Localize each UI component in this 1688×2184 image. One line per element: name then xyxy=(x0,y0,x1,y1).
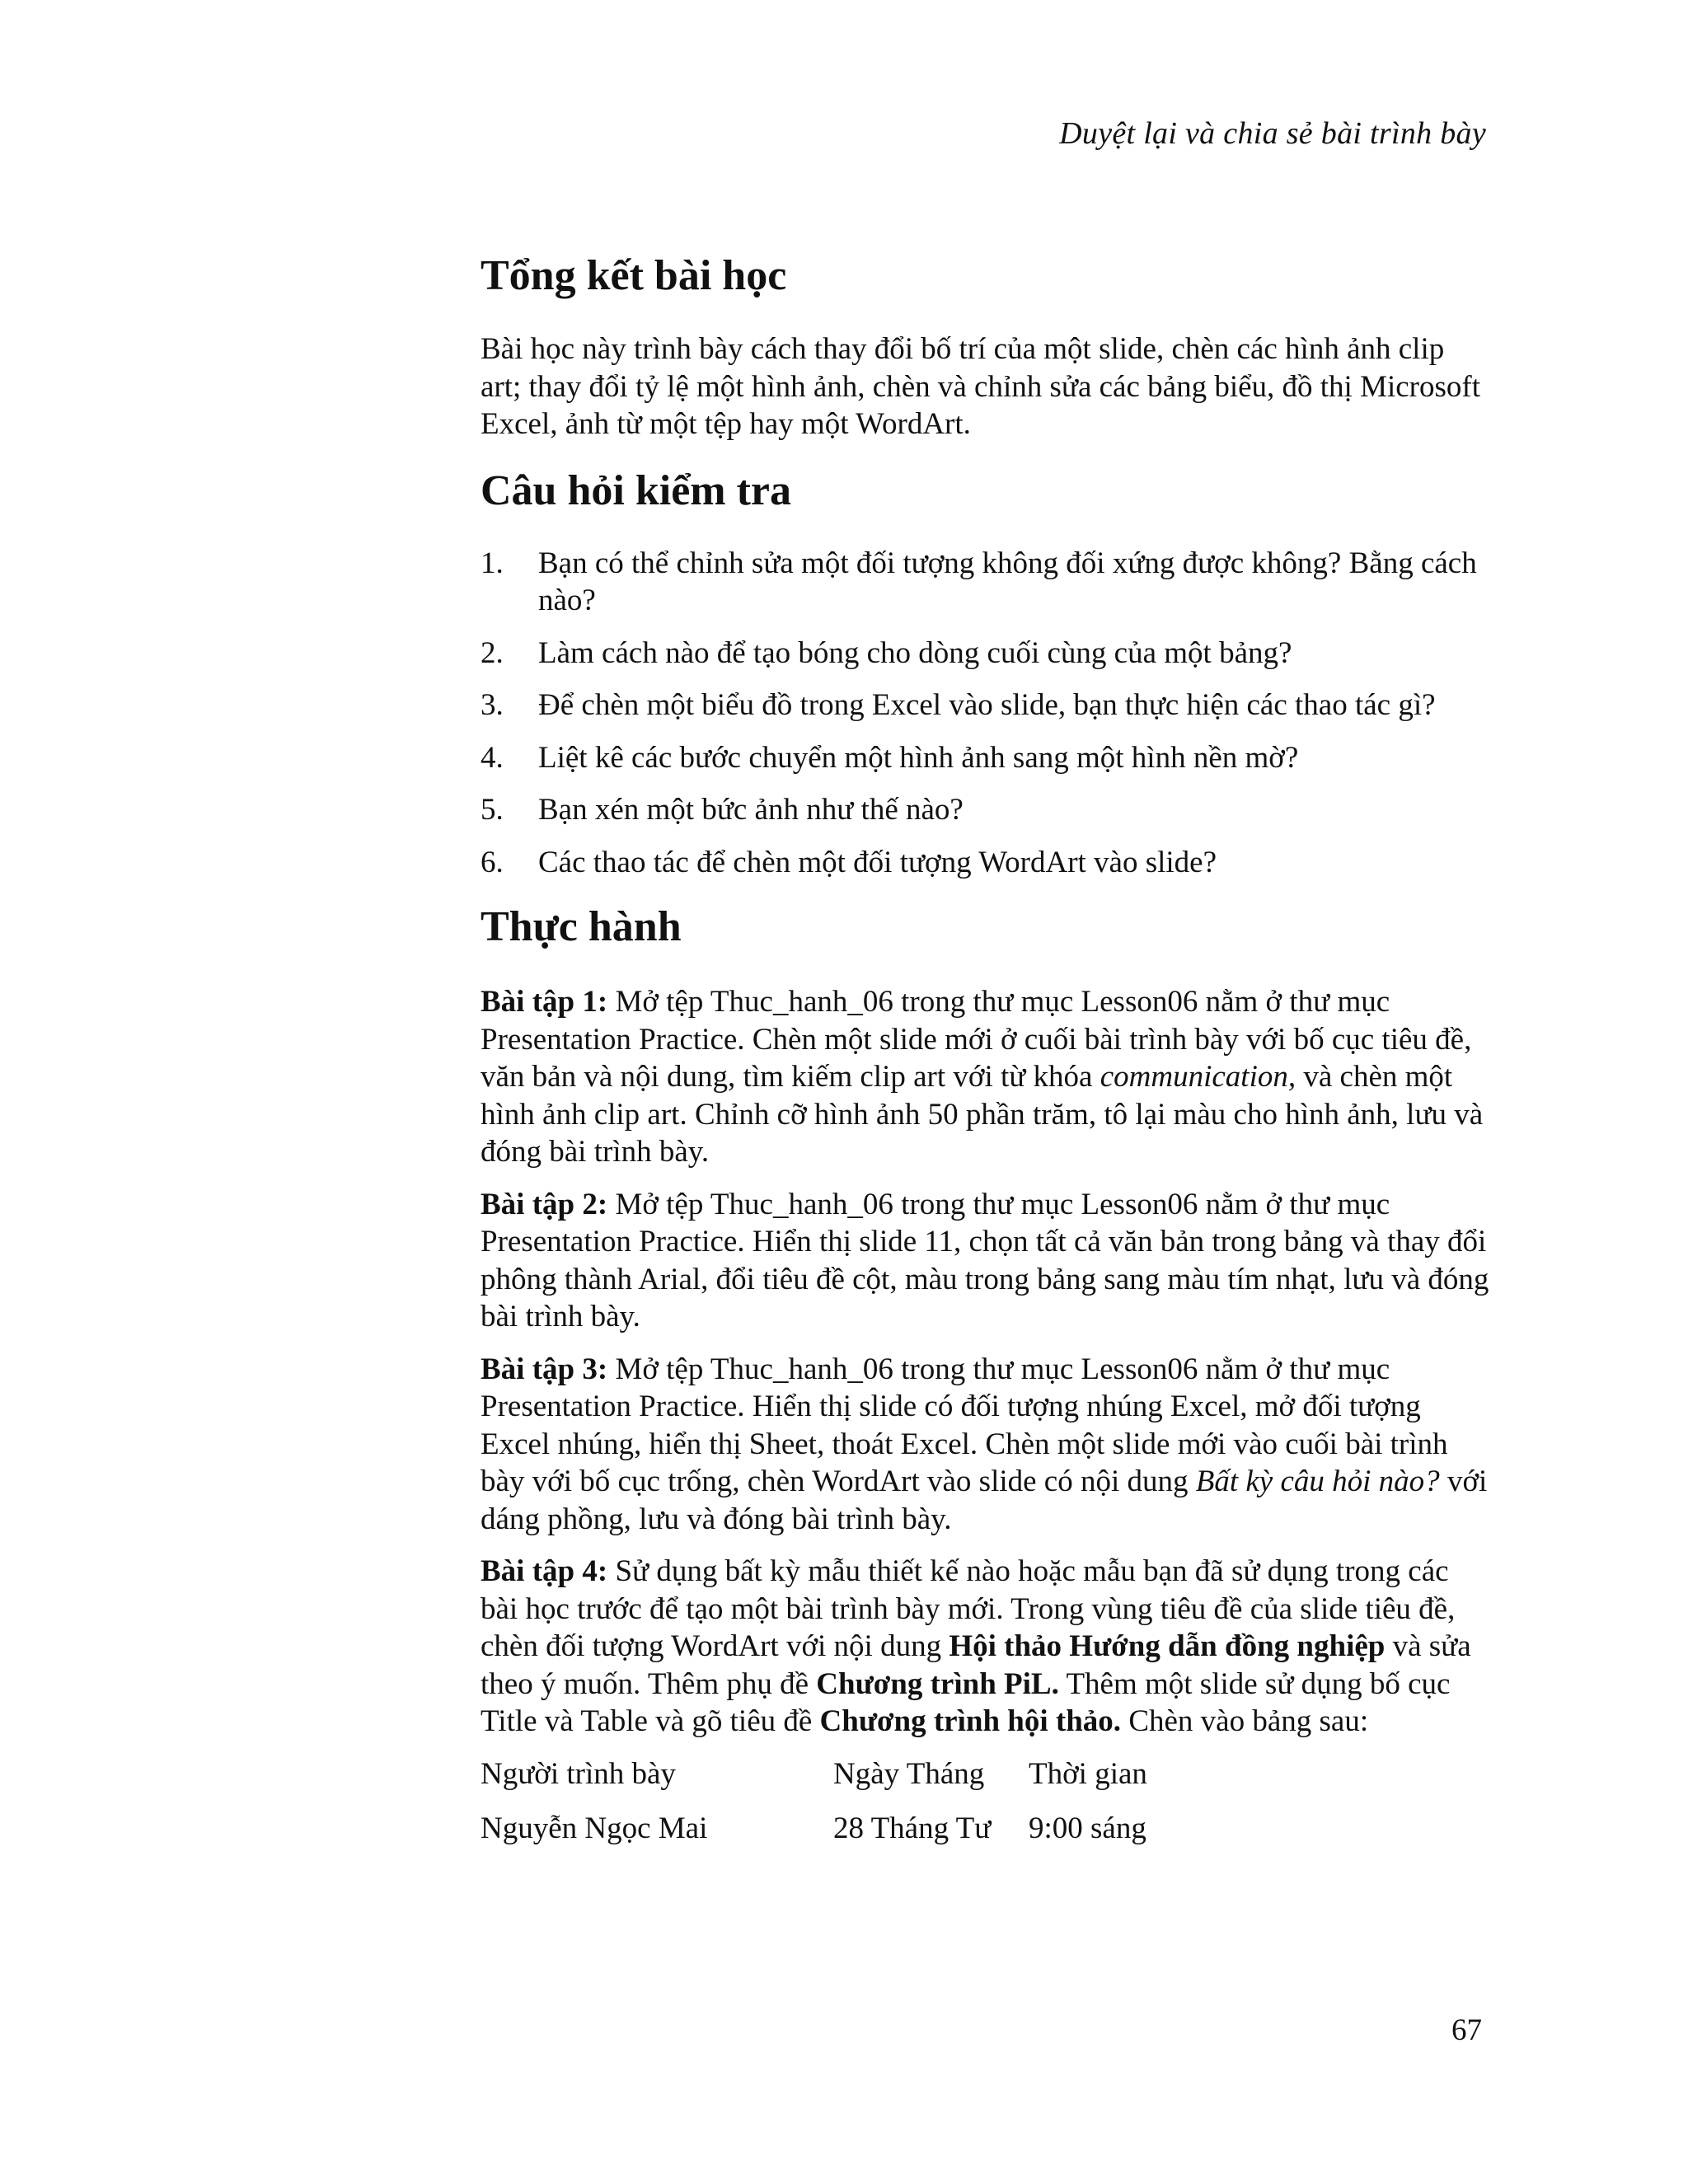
question-number: 5. xyxy=(481,793,504,827)
exercise-3 xyxy=(481,1351,1490,1539)
table-header-cell: Thời gian xyxy=(1029,1756,1147,1791)
question-item xyxy=(481,687,1490,724)
question-number: 1. xyxy=(481,546,504,580)
question-item xyxy=(481,791,1490,829)
table-header-cell: Người trình bày xyxy=(481,1756,676,1791)
question-text: Liệt kê các bước chuyển một hình ảnh sang một hình nền mờ? xyxy=(538,740,1299,775)
exercise-text: với dáng phồng, lưu và đóng bài trình bày. xyxy=(481,1465,1488,1536)
question-number: 6. xyxy=(481,845,504,879)
summary-heading: Tổng kết bài học xyxy=(481,252,787,299)
question-text: Để chèn một biểu đồ trong Excel vào slide, bạn thực hiện các thao tác gì? xyxy=(538,688,1436,722)
exercise-keyword: Bất kỳ câu hỏi nào? xyxy=(1195,1465,1440,1498)
page-content xyxy=(481,251,1490,1864)
exercise-text: Mở tệp Thuc_hanh_06 trong thư mục Lesson06 nằm ở thư mục Presentation Practice. Hiển thị slide có đối tượng nhúng Excel, mở đối tượng Excel nhúng, hiển thị Sheet, thoát Excel. Chèn một slide mới vào cuối bài trình bày với bố cục trống, chèn WordArt vào slide có nội dung xyxy=(481,1352,1448,1498)
question-number: 2. xyxy=(481,635,504,670)
running-header: Duyệt lại và chia sẻ bài trình bày xyxy=(1059,116,1486,151)
exercise-keyword: communication, xyxy=(1100,1060,1296,1094)
exercise-text: Chèn vào bảng sau: xyxy=(1121,1704,1369,1738)
exercise-text: và sửa theo ý muốn. Thêm phụ đề xyxy=(481,1629,1471,1701)
exercise-emphasis: Hội thảo Hướng dẫn đồng nghiệp xyxy=(949,1629,1386,1663)
question-item xyxy=(481,635,1490,673)
page-number: 67 xyxy=(1451,2013,1482,2047)
table-cell: 9:00 sáng xyxy=(1029,1811,1146,1845)
exercise-text: Thêm một slide sử dụng bố cục Title và Table và gõ tiêu đề xyxy=(481,1666,1451,1738)
question-item xyxy=(481,545,1490,620)
exercise-text: Mở tệp Thuc_hanh_06 trong thư mục Lesson06 nằm ở thư mục Presentation Practice. Chèn một slide mới ở cuối bài trình bày với bố cục tiêu đề, văn bản và nội dung, tìm kiếm clip art với từ khóa xyxy=(481,985,1472,1094)
question-text: Bạn xén một bức ảnh như thế nào? xyxy=(538,793,964,827)
exercise-label: Bài tập 2: xyxy=(481,1187,608,1221)
question-number: 3. xyxy=(481,688,504,722)
exercise-4 xyxy=(481,1553,1490,1741)
exercise-text: Sử dụng bất kỳ mẫu thiết kế nào hoặc mẫu bạn đã sử dụng trong các bài học trước để tạo một bài trình bày mới. Trong vùng tiêu đề của slide tiêu đề, chèn đối tượng WordArt với nội dung xyxy=(481,1554,1456,1663)
questions-list xyxy=(481,545,1490,882)
table-header-cell: Ngày Tháng xyxy=(833,1756,985,1791)
exercise-label: Bài tập 3: xyxy=(481,1352,608,1386)
summary-paragraph: Bài học này trình bày cách thay đổi bố trí của một slide, chèn các hình ảnh clip art; thay đổi tỷ lệ một hình ảnh, chèn và chỉnh sửa các bảng biểu, đồ thị Microsoft Excel, ảnh từ một tệp hay một WordArt. xyxy=(481,332,1480,441)
practice-heading: Thực hành xyxy=(481,903,682,950)
exercise-label: Bài tập 1: xyxy=(481,985,608,1019)
schedule-table xyxy=(481,1755,1147,1864)
question-item xyxy=(481,844,1490,882)
exercise-2 xyxy=(481,1186,1490,1336)
question-text: Các thao tác để chèn một đối tượng WordArt vào slide? xyxy=(538,845,1217,879)
question-number: 4. xyxy=(481,740,504,775)
table-header-row xyxy=(481,1755,1147,1810)
question-text: Làm cách nào để tạo bóng cho dòng cuối cùng của một bảng? xyxy=(538,635,1292,670)
exercise-emphasis: Chương trình PiL. xyxy=(816,1666,1059,1701)
exercise-text: Mở tệp Thuc_hanh_06 trong thư mục Lesson06 nằm ở thư mục Presentation Practice. Hiển thị slide 11, chọn tất cả văn bản trong bảng và thay đổi phông thành Arial, đổi tiêu đề cột, màu trong bảng sang màu tím nhạt, lưu và đóng bài trình bày. xyxy=(481,1187,1489,1333)
exercise-emphasis: Chương trình hội thảo. xyxy=(819,1704,1122,1738)
exercise-label: Bài tập 4: xyxy=(481,1554,608,1588)
questions-heading: Câu hỏi kiểm tra xyxy=(481,466,791,514)
question-item xyxy=(481,739,1490,777)
table-row xyxy=(481,1810,1147,1864)
question-text: Bạn có thể chỉnh sửa một đối tượng không đối xứng được không? Bằng cách nào? xyxy=(538,546,1477,617)
exercise-1 xyxy=(481,983,1490,1171)
table-cell: Nguyễn Ngọc Mai xyxy=(481,1811,708,1845)
table-cell: 28 Tháng Tư xyxy=(833,1811,992,1845)
exercise-text: và chèn một hình ảnh clip art. Chỉnh cỡ hình ảnh 50 phần trăm, tô lại màu cho hình ảnh, lưu và đóng bài trình bày. xyxy=(481,1060,1484,1169)
